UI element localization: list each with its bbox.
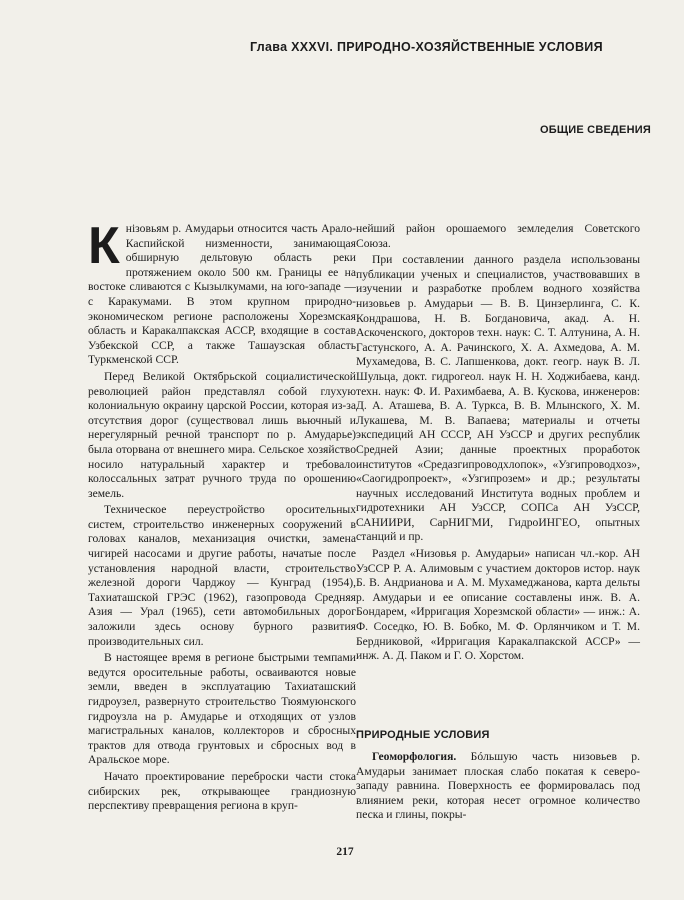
geomorphology-text: Бóльшую часть низовьев р. Амударьи занимает плоская слабо покатая к северо-западу равнина. Поверхность ее формировалась под влиянием реки, которая несет огромное количество песка и глины, покры- xyxy=(356,750,640,822)
right-column xyxy=(356,222,640,666)
right-paragraph-2: При составлении данного раздела использованы публикации ученых и специалистов, участвовавших в изучении и разработке проблем водного хозяйства низовьев р. Амударьи — В. В. Цинзерлинга, С. К. Кондрашова, Н. В. Богдановича, акад. А. Н. Аскоченского, докторов техн. наук: С. Т. Алтунина, А. Н. Гастунского, А. А. Рачинского, Х. А. Ахмедова, А. М. Мухамедова, В. С. Лапшенкова, докт. геогр. наук В. Л. Шульца, докт. гидрогеол. наук Н. Н. Ходжибаева, канд. техн. наук: Ф. И. Рахимбаева, А. В. Кускова, инженеров: Д. А. Аташева, В. А. Туркса, В. В. Млынского, Х. М. Лукашева, М. В. Вапаева; материалы и отчеты экспедиций АН СССР, АН УзССР и других республик Средней Азии; данные проектных проработок институтов «Средазгипроводхлопок», «Узгипроводхоз», «Саогидропроект», «Узгипрозем» и др.; результаты научных исследований Института водных проблем и гидротехники АН УзССР, СОПСа АН УзССР, САНИИРИ, СарНИГМИ, ГидроИНГЕО, опытных станций и пр. xyxy=(356,253,640,544)
right-paragraph-3: Раздел «Низовья р. Амударьи» написан чл.-кор. АН УзССР Р. А. Алимовым с участием докторов истор. наук Б. В. Андрианова и А. М. Мухамеджанова, карта дельты р. Амударьи и ее описание составлены инж. В. А. Бондарем, «Ирригация Хорезмской области» — инж.: А. Ф. Соседко, Ю. В. Бобко, М. Ф. Орлянчиком и Т. М. Бердниковой, «Ирригация Каракалпакской АССР» — инж. А. Д. Паком и Г. О. Хорстом. xyxy=(356,547,640,663)
left-paragraph-5: Начато проектирование переброски части стока сибирских рек, открывающее грандиозную перспективу превращения региона в круп- xyxy=(88,769,356,813)
drop-cap: К xyxy=(88,217,120,275)
right-paragraph-1: нейший район орошаемого земледелия Советского Союза. xyxy=(356,222,640,250)
section-heading-natural: ПРИРОДНЫЕ УСЛОВИЯ xyxy=(356,729,490,741)
left-paragraph-1 xyxy=(88,217,356,368)
geomorphology-block xyxy=(356,750,640,825)
left-paragraph-1-text: нізовьям р. Амударьи относится часть Арало-Каспийской низменности, занимающая обширную дельтовую область реки протяжением около 500 км. Границы ее на востоке сливаются с Кызылкумами, на юго-западе — с Каракумами. В этом крупном природно-экономическом регионе расположены Хорезмская область и Каракалпакская АССР, входящие в состав Узбекской ССР, а также Ташаузская область Туркменской ССР. xyxy=(88,222,356,367)
page-number: 217 xyxy=(336,846,354,858)
chapter-title: Глава XXXVI. ПРИРОДНО-ХОЗЯЙСТВЕННЫЕ УСЛОВИЯ xyxy=(250,40,603,54)
geomorphology-term: Геоморфология. xyxy=(372,750,457,763)
left-paragraph-4: В настоящее время в регионе быстрыми темпами ведутся оросительные работы, осваиваются новые земли, введен в эксплуатацию Тахиаташский гидроузел, развернуто строительство Тюямуюнского гидроузла на р. Амударье и отходящих от узлов магистральных каналов, коллекторов и сбросных трактов для отвода грунтовых и сбросных вод в Аральское море. xyxy=(88,651,356,767)
geomorphology-paragraph xyxy=(356,750,640,823)
left-column xyxy=(88,217,356,816)
left-paragraph-2: Перед Великой Октябрьской социалистической революцией район представлял собой глухую колониальную окраину царской России, которая из-за отсутствия дорог (существовал лишь вьючный и нерегулярный речной транспорт по р. Амударье) была оторвана от внешнего мира. Сельское хозяйство носило натуральный характер и требовало колоссальных затрат ручного труда по орошению земель. xyxy=(88,369,356,500)
section-heading-general: ОБЩИЕ СВЕДЕНИЯ xyxy=(540,124,651,136)
left-paragraph-3: Техническое переустройство оросительных систем, строительство инженерных сооружений в головах каналов, механизация очистки, замена чигирей насосами и другие работы, начатые после установления народной власти, строительство железной дороги Чарджоу — Кунград (1954), Тахиаташской ГРЭС (1962), газопровода Средняя Азия — Урал (1965), сети автомобильных дорог заложили здесь основу бурного развития производительных сил. xyxy=(88,503,356,648)
